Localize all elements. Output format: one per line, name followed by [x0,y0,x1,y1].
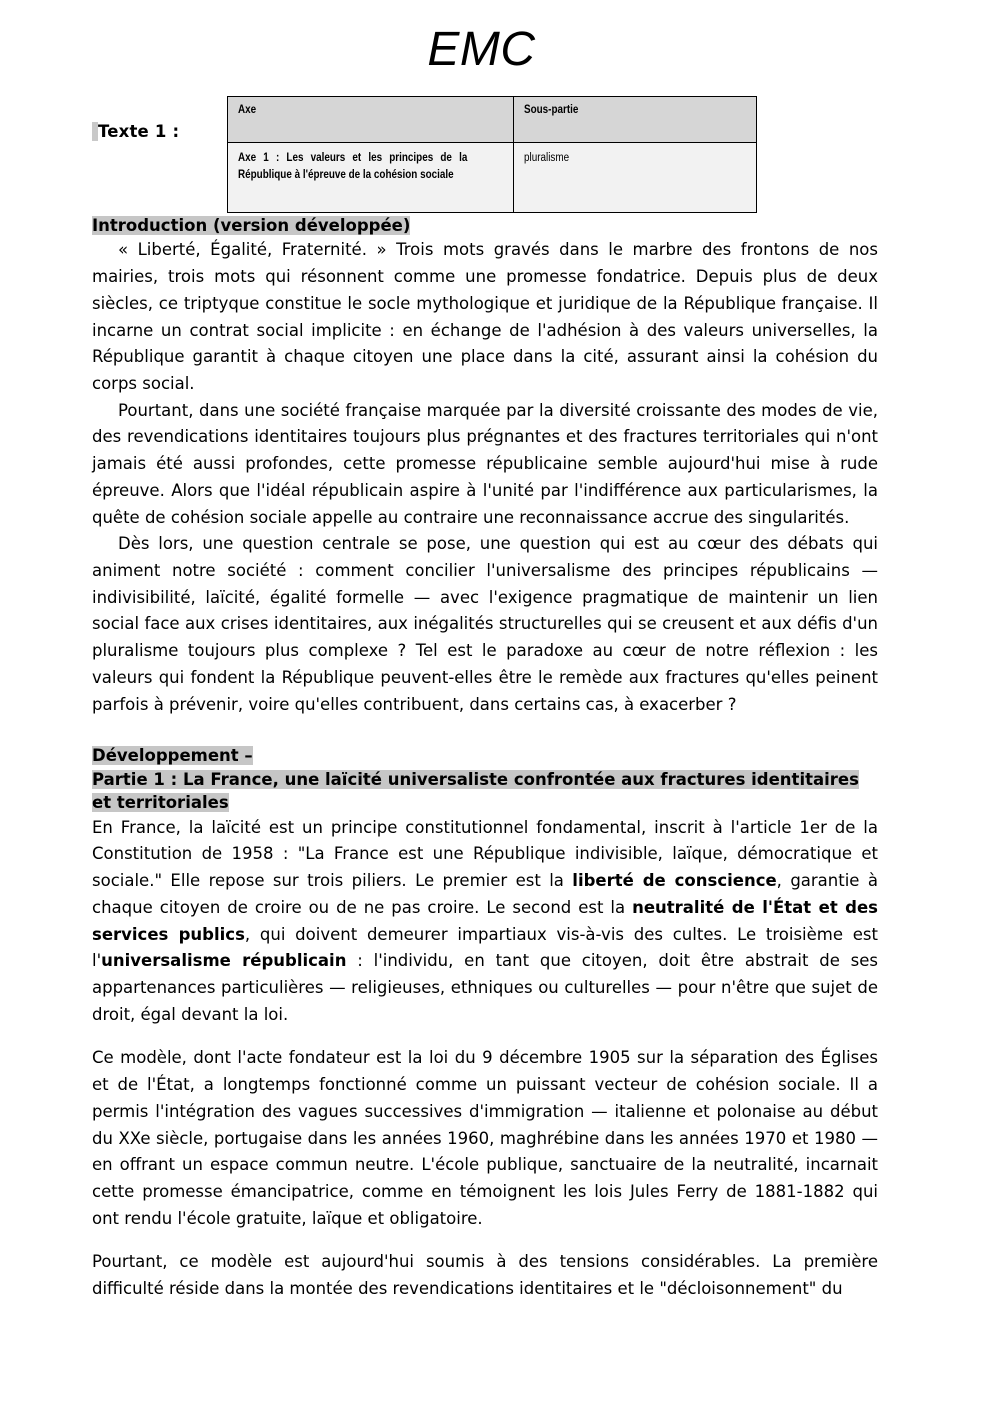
table-cell-axe [228,143,514,213]
axis-table [227,96,757,213]
p1-bold-neutralite-etat: neutralité de l'État et des services publics [92,897,878,944]
p1-segment-3: , qui doivent demeurer impartiaux vis-à-vis des cultes. Le troisième est l' [92,924,878,971]
partie1-heading [92,768,878,815]
table-header-sous-partie [513,97,756,143]
table-header-axe [228,97,514,143]
introduction-heading [92,214,878,237]
p1-bold-liberte-de-conscience: liberté de conscience [572,871,777,891]
partie1-heading-text: Partie 1 : La France, une laïcité universaliste confrontée aux fractures identitaires et territoriales [92,769,859,813]
texte-header-row [0,96,993,214]
introduction-heading-text: Introduction (version développée) [92,216,411,235]
table-cell-axe-text: Axe 1 : Les valeurs et les principes de la République à l'épreuve de la cohésion sociale [238,152,468,181]
introduction-paragraph-2: Pourtant, dans une société française marquée par la diversité croissante des modes de vie, des revendications identitaires toujours plus prégnantes et des fractures territoriales qui n'ont jamais été aussi profondes, cette promesse républicaine semble aujourd'hui mise à rude épreuve. Alors que l'idéal républicain aspire à l'unité par l'indifférence aux particularismes, la quête de cohésion sociale appelle au contraire une reconnaissance accrue des singularités. [92,400,878,527]
table-row [228,143,757,213]
table-header-sous-partie-label: Sous-partie [523,104,579,116]
table-header-row [228,97,757,143]
partie1-paragraph-1 [92,815,878,1029]
paragraph-spacer-2 [92,1232,878,1249]
texte-label-text: Texte 1 : [97,122,180,141]
p1-segment-2: , garantie à chaque citoyen de croire ou de ne pas croire. Le second est la [92,871,878,917]
table-cell-sous-partie-text: pluralisme [523,152,569,164]
table-header-axe-label: Axe [238,104,257,116]
section-spacer [92,718,878,744]
partie1-paragraph-3: Pourtant, ce modèle est aujourd'hui soumis à des tensions considérables. La première difficulté réside dans la montée des revendications identitaires et le "décloisonnement" du [92,1252,878,1299]
p1-segment-1: En France, la laïcité est un principe constitutionnel fondamental, inscrit à l'article 1er de la Constitution de 1958 : "La France est une République indivisible, laïque, démocratique et sociale." Elle repose sur trois piliers. Le premier est la [92,817,878,891]
p1-bold-universalisme-republicain: universalisme républicain [101,951,347,971]
paragraph-spacer-1 [92,1028,878,1045]
page-title: EMC [427,23,536,76]
developpement-heading-text: Développement – [92,746,253,766]
table-cell-sous-partie [513,143,756,213]
introduction-paragraph-3: Dès lors, une question centrale se pose, une question qui est au cœur des débats qui animent notre société : comment concilier l'universalisme des principes républicains — indivisibilité, laïcité, égalité formelle — avec l'exigence pragmatique de maintenir un lien social face aux crises identitaires, aux inégalités structurelles qui se creusent et aux défis d'un pluralisme toujours plus complexe ? Tel est le paradoxe au cœur de notre réflexion : les valeurs qui fondent la République peuvent-elles être le remède aux fractures qu'elles peinent parfois à prévenir, voire qu'elles contribuent, dans certains cas, à exacerber ? [92,534,878,714]
texte-label [92,122,179,141]
developpement-heading [92,744,878,767]
document-body [92,214,878,1303]
partie1-paragraph-2: Ce modèle, dont l'acte fondateur est la loi du 9 décembre 1905 sur la séparation des Églises et de l'État, a longtemps fonctionné comme un puissant vecteur de cohésion sociale. Il a permis l'intégration des vagues successives d'immigration — italienne et polonaise au début du XXe siècle, portugaise dans les années 1960, maghrébine dans les années 1970 et 1980 — en offrant un espace commun neutre. L'école publique, sanctuaire de la neutralité, incarnait cette promesse émancipatrice, comme en témoignent les lois Jules Ferry de 1881-1882 qui ont rendu l'école gratuite, laïque et obligatoire. [92,1048,878,1228]
p1-segment-4: : l'individu, en tant que citoyen, doit être abstrait de ses appartenances particulières — religieuses, ethniques ou culturelles — pour n'être que sujet de droit, égal devant la loi. [92,951,879,1024]
introduction-paragraph-1: « Liberté, Égalité, Fraternité. » Trois mots gravés dans le marbre des frontons de nos mairies, trois mots qui résonnent comme une promesse fondatrice. Depuis plus de deux siècles, ce triptyque constitue le socle mythologique et juridique de la République française. Il incarne un contrat social implicite : en échange de l'adhésion à des valeurs universelles, la République garantit à chaque citoyen une place dans la cité, assurant ainsi la cohésion du corps social. [92,240,878,394]
